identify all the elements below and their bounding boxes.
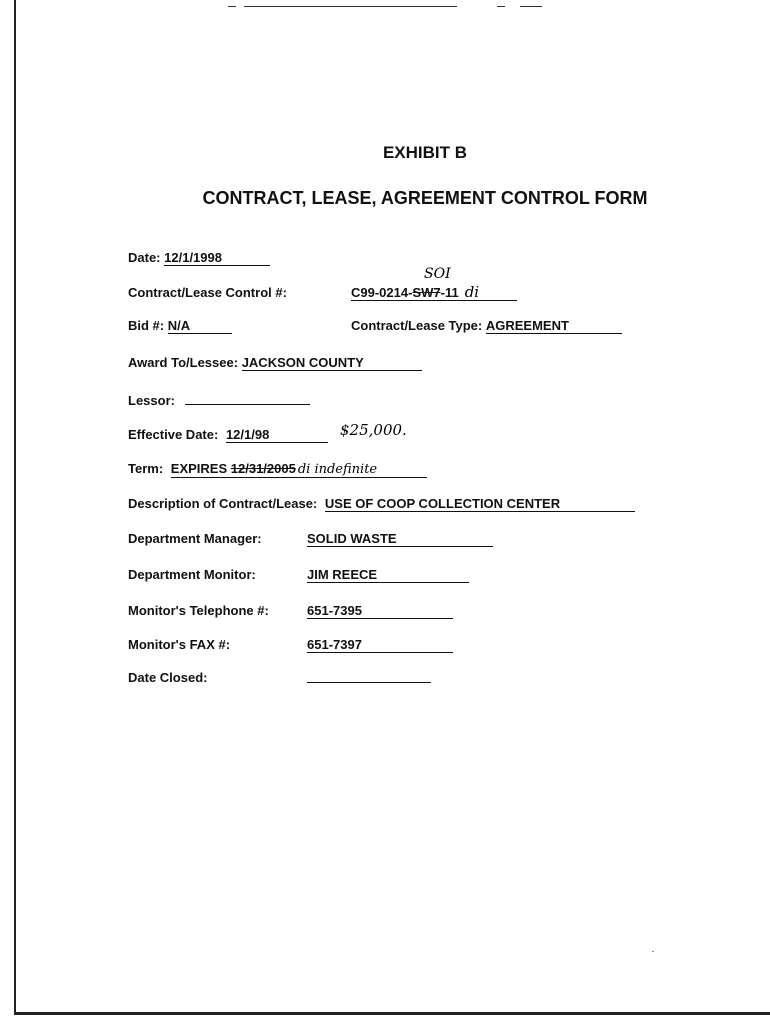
page-bottom-edge <box>14 1012 770 1015</box>
date-row <box>128 250 270 266</box>
top-scan-rule <box>244 6 457 7</box>
date-label: Date: <box>128 250 161 265</box>
date-value: 12/1/1998 <box>164 251 270 266</box>
contract-type-label: Contract/Lease Type: <box>351 318 483 333</box>
monitor-row <box>128 567 256 582</box>
top-scan-rule <box>520 6 542 7</box>
bid-row <box>128 318 232 334</box>
contract-type-row <box>351 318 622 334</box>
monitor-value-group <box>307 567 469 583</box>
bid-value: N/A <box>168 319 232 334</box>
fax-row <box>128 637 230 652</box>
lessor-label: Lessor: <box>128 393 175 408</box>
effective-date-handwritten-amount: $25,000. <box>340 421 407 439</box>
term-value-text: EXPIRES <box>170 461 228 476</box>
control-number-value <box>351 285 517 301</box>
description-row <box>128 496 635 512</box>
exhibit-heading: EXHIBIT B <box>382 143 468 162</box>
control-number-handwritten-correction: SOI <box>424 266 451 282</box>
control-number-prefix: C99-0214- <box>351 285 413 300</box>
control-number-row <box>128 285 287 300</box>
top-scan-rule <box>497 6 505 7</box>
manager-value: SOLID WASTE <box>307 532 493 547</box>
manager-row <box>128 531 262 546</box>
fax-label: Monitor's FAX #: <box>128 637 231 652</box>
term-value <box>171 462 427 478</box>
form-title: CONTRACT, LEASE, AGREEMENT CONTROL FORM <box>202 188 648 208</box>
control-number-label: Contract/Lease Control #: <box>128 285 287 300</box>
term-row <box>128 461 427 478</box>
date-closed-blank <box>307 670 431 683</box>
award-row <box>128 355 422 371</box>
term-handwritten-correction: di indefinite <box>297 462 378 477</box>
phone-value: 651-7395 <box>307 604 453 619</box>
lessor-blank <box>185 392 310 405</box>
effective-date-row <box>128 427 328 443</box>
award-label: Award To/Lessee: <box>128 355 239 370</box>
term-struck-date: 12/31/2005 <box>230 461 296 476</box>
date-closed-label: Date Closed: <box>128 670 208 685</box>
description-label: Description of Contract/Lease: <box>128 496 318 511</box>
manager-label: Department Manager: <box>128 531 262 546</box>
control-number-value-group <box>351 285 517 301</box>
fax-value-group <box>307 637 453 653</box>
description-value: USE OF COOP COLLECTION CENTER <box>325 497 635 512</box>
phone-row <box>128 603 269 618</box>
control-number-struck: SW7 <box>412 285 441 300</box>
date-closed-row <box>128 670 207 685</box>
effective-date-label: Effective Date: <box>128 427 219 442</box>
control-number-initials: di <box>464 283 480 301</box>
lessor-row <box>128 392 310 408</box>
bid-label: Bid #: <box>128 318 165 333</box>
award-value: JACKSON COUNTY <box>242 356 422 371</box>
manager-value-group <box>307 531 493 547</box>
date-closed-value-group <box>307 670 431 686</box>
control-number-suffix: -11 <box>440 285 459 300</box>
scan-speck <box>652 951 654 952</box>
top-scan-rule <box>228 6 236 7</box>
phone-value-group <box>307 603 453 619</box>
effective-date-value: 12/1/98 <box>226 428 328 443</box>
monitor-value: JIM REECE <box>307 568 469 583</box>
contract-type-value: AGREEMENT <box>486 319 622 334</box>
monitor-label: Department Monitor: <box>128 567 256 582</box>
phone-label: Monitor's Telephone #: <box>128 603 269 618</box>
fax-value: 651-7397 <box>307 638 453 653</box>
term-label: Term: <box>128 461 164 476</box>
